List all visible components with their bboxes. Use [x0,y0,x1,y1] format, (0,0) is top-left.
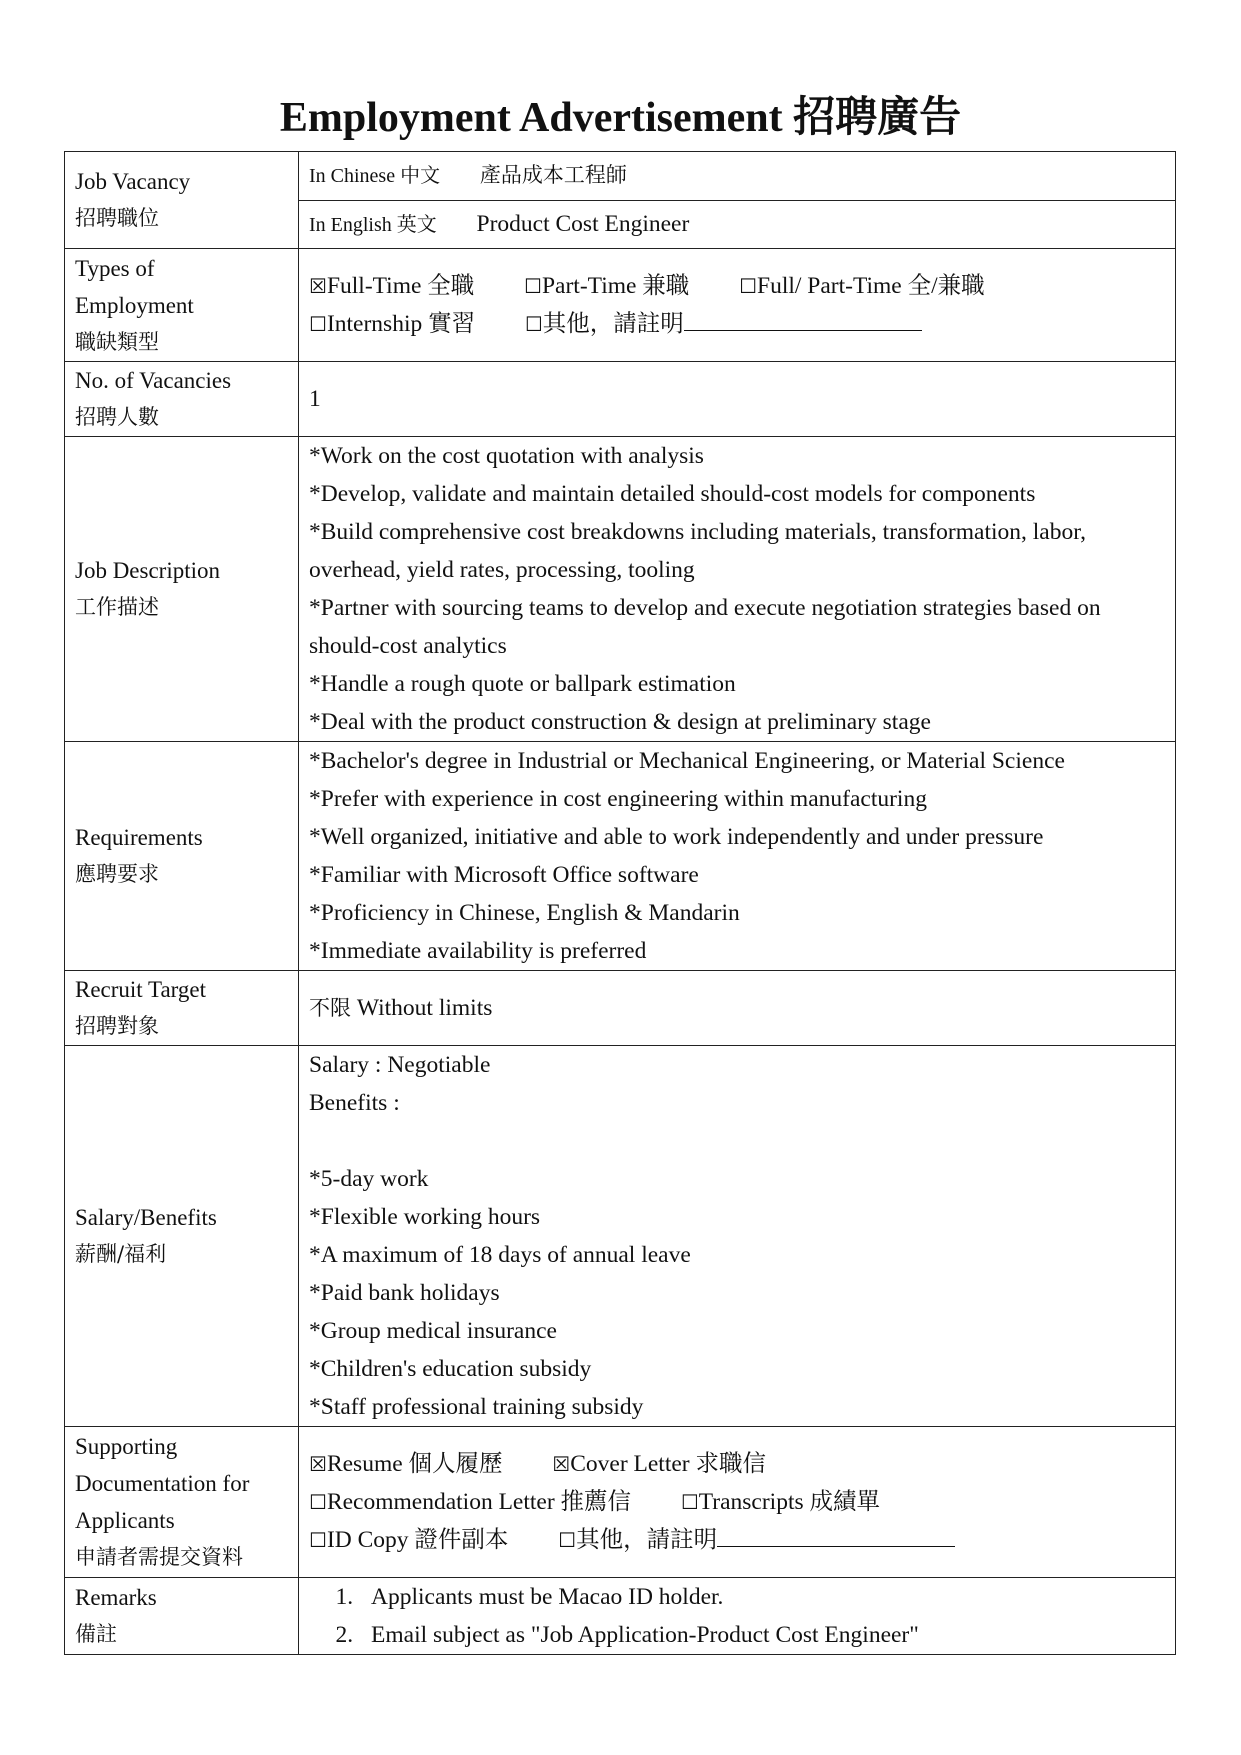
list-item: *Staff professional training subsidy [309,1394,644,1420]
row-salary-benefits [65,1046,1176,1427]
job-description-label-zh: 工作描述 [75,595,159,619]
option-internship[interactable]: ☐Internship 實習 [309,311,476,337]
checkbox-empty-icon: ☐ [739,274,757,298]
job-vacancy-label [65,152,299,249]
list-item: *Prefer with experience in cost engineering within manufacturing [309,786,927,812]
recruit-target-label-zh: 招聘對象 [75,1014,159,1038]
list-item: overhead, yield rates, processing, tooling [309,557,695,583]
row-requirements [65,742,1176,971]
remarks-label-zh: 備註 [75,1622,117,1646]
list-item: *Paid bank holidays [309,1280,500,1306]
checkbox-empty-icon: ☐ [309,1490,327,1514]
option-resume[interactable]: ☒Resume 個人履歷 [309,1451,503,1477]
documents-label-line2: Documentation for [75,1471,250,1496]
remarks-label-en: Remarks [75,1585,157,1610]
list-item: *A maximum of 18 days of annual leave [309,1242,691,1268]
salary-benefits-label-zh: 薪酬/福利 [75,1242,167,1266]
recruit-target-value [299,971,1176,1046]
checkbox-empty-icon: ☐ [524,312,543,336]
job-title-english: Product Cost Engineer [476,210,690,237]
list-item: should-cost analytics [309,633,507,659]
row-remarks [65,1578,1176,1655]
in-chinese-label: In Chinese 中文 [309,165,441,188]
list-item: *Proficiency in Chinese, English & Mandarin [309,900,740,926]
checkbox-checked-icon: ☒ [552,1452,571,1476]
checkbox-empty-icon: ☐ [558,1528,577,1552]
checkbox-checked-icon: ☒ [309,1452,327,1476]
option-other-document[interactable]: ☐其他，請註明 [558,1527,718,1553]
recruit-target-value-en: Without limits [356,995,493,1021]
list-item: *Group medical insurance [309,1318,557,1344]
list-item: *Deal with the product construction & design at preliminary stage [309,709,931,735]
salary-benefits-label-en: Salary/Benefits [75,1205,217,1230]
salary-benefits-content [299,1046,1176,1427]
other-specify-blank[interactable] [684,308,922,331]
list-item: *Well organized, initiative and able to work independently and under pressure [309,824,1044,850]
employment-type-label [65,249,299,362]
row-job-description [65,437,1176,742]
documents-label [65,1427,299,1578]
documents-options [299,1427,1176,1578]
recruit-target-label [65,971,299,1046]
list-item: 2. Email subject as "Job Application-Product Cost Engineer" [359,1616,1165,1654]
requirements-label-en: Requirements [75,825,203,850]
employment-form-table [64,151,1176,1655]
vacancies-label-zh: 招聘人數 [75,405,159,429]
option-transcripts[interactable]: ☐Transcripts 成績單 [680,1489,881,1515]
requirements-label [65,742,299,971]
salary-line: Salary : Negotiable [309,1052,491,1078]
requirements-content [299,742,1176,971]
list-item: *Partner with sourcing teams to develop and execute negotiation strategies based on [309,595,1101,621]
row-job-vacancy [65,152,1176,201]
job-title-chinese: 產品成本工程師 [479,163,627,188]
list-item: *Children's education subsidy [309,1356,592,1382]
in-english-label: In English 英文 [309,213,437,236]
option-id-copy[interactable]: ☐ID Copy 證件副本 [309,1527,509,1553]
checkbox-checked-icon: ☒ [309,274,327,298]
option-cover-letter[interactable]: ☒Cover Letter 求職信 [552,1451,766,1477]
option-full-part-time[interactable]: ☐Full/ Part-Time 全/兼職 [739,273,985,299]
employment-type-label-line2: Employment [75,292,194,318]
job-description-content [299,437,1176,742]
checkbox-empty-icon: ☐ [680,1490,699,1514]
list-item: *Handle a rough quote or ballpark estimation [309,671,736,697]
job-description-label [65,437,299,742]
vacancies-label-en: No. of Vacancies [75,368,232,393]
list-item: *5-day work [309,1166,429,1192]
option-other[interactable]: ☐其他，請註明 [524,311,684,337]
recruit-target-label-en: Recruit Target [75,977,207,1002]
remarks-label [65,1578,299,1655]
remarks-list [309,1578,1165,1654]
list-item: *Immediate availability is preferred [309,938,647,964]
documents-label-zh: 申請者需提交資料 [75,1545,243,1569]
salary-benefits-label [65,1046,299,1427]
remarks-content [299,1578,1176,1655]
requirements-label-zh: 應聘要求 [75,862,159,886]
documents-label-line3: Applicants [75,1508,175,1533]
option-full-time[interactable]: ☒Full-Time 全職 [309,273,475,299]
benefits-heading: Benefits : [309,1090,400,1116]
job-vacancy-label-zh: 招聘職位 [75,206,159,230]
list-item: *Build comprehensive cost breakdowns including materials, transformation, labor, [309,519,1086,545]
list-item: *Bachelor's degree in Industrial or Mechanical Engineering, or Material Science [309,748,1065,774]
list-item: *Work on the cost quotation with analysis [309,443,704,469]
option-recommendation-letter[interactable]: ☐Recommendation Letter 推薦信 [309,1489,632,1515]
page-title: Employment Advertisement 招聘廣告 [279,95,962,141]
list-item: *Develop, validate and maintain detailed should-cost models for components [309,481,1036,507]
employment-type-label-line1: Types of [75,255,155,281]
employment-type-label-zh: 職缺類型 [75,329,159,354]
checkbox-empty-icon: ☐ [309,312,327,336]
row-employment-type [65,249,1176,362]
list-item: 1. Applicants must be Macao ID holder. [359,1578,1165,1616]
job-vacancy-chinese-cell [299,152,1176,201]
checkbox-empty-icon: ☐ [524,274,542,298]
job-description-label-en: Job Description [75,558,221,583]
checkbox-empty-icon: ☐ [309,1528,327,1552]
job-vacancy-label-en: Job Vacancy [75,169,191,194]
row-recruit-target [65,971,1176,1046]
option-part-time[interactable]: ☐Part-Time 兼職 [524,273,690,299]
vacancies-value: 1 [299,362,1176,437]
row-supporting-documents [65,1427,1176,1578]
row-vacancies [65,362,1176,437]
vacancies-label [65,362,299,437]
employment-type-options [299,249,1176,362]
other-document-blank[interactable] [717,1524,955,1547]
list-item: *Flexible working hours [309,1204,541,1230]
list-item: *Familiar with Microsoft Office software [309,862,699,888]
documents-label-line1: Supporting [75,1434,178,1459]
job-vacancy-english-cell [299,200,1176,249]
recruit-target-value-zh: 不限 [309,996,351,1020]
